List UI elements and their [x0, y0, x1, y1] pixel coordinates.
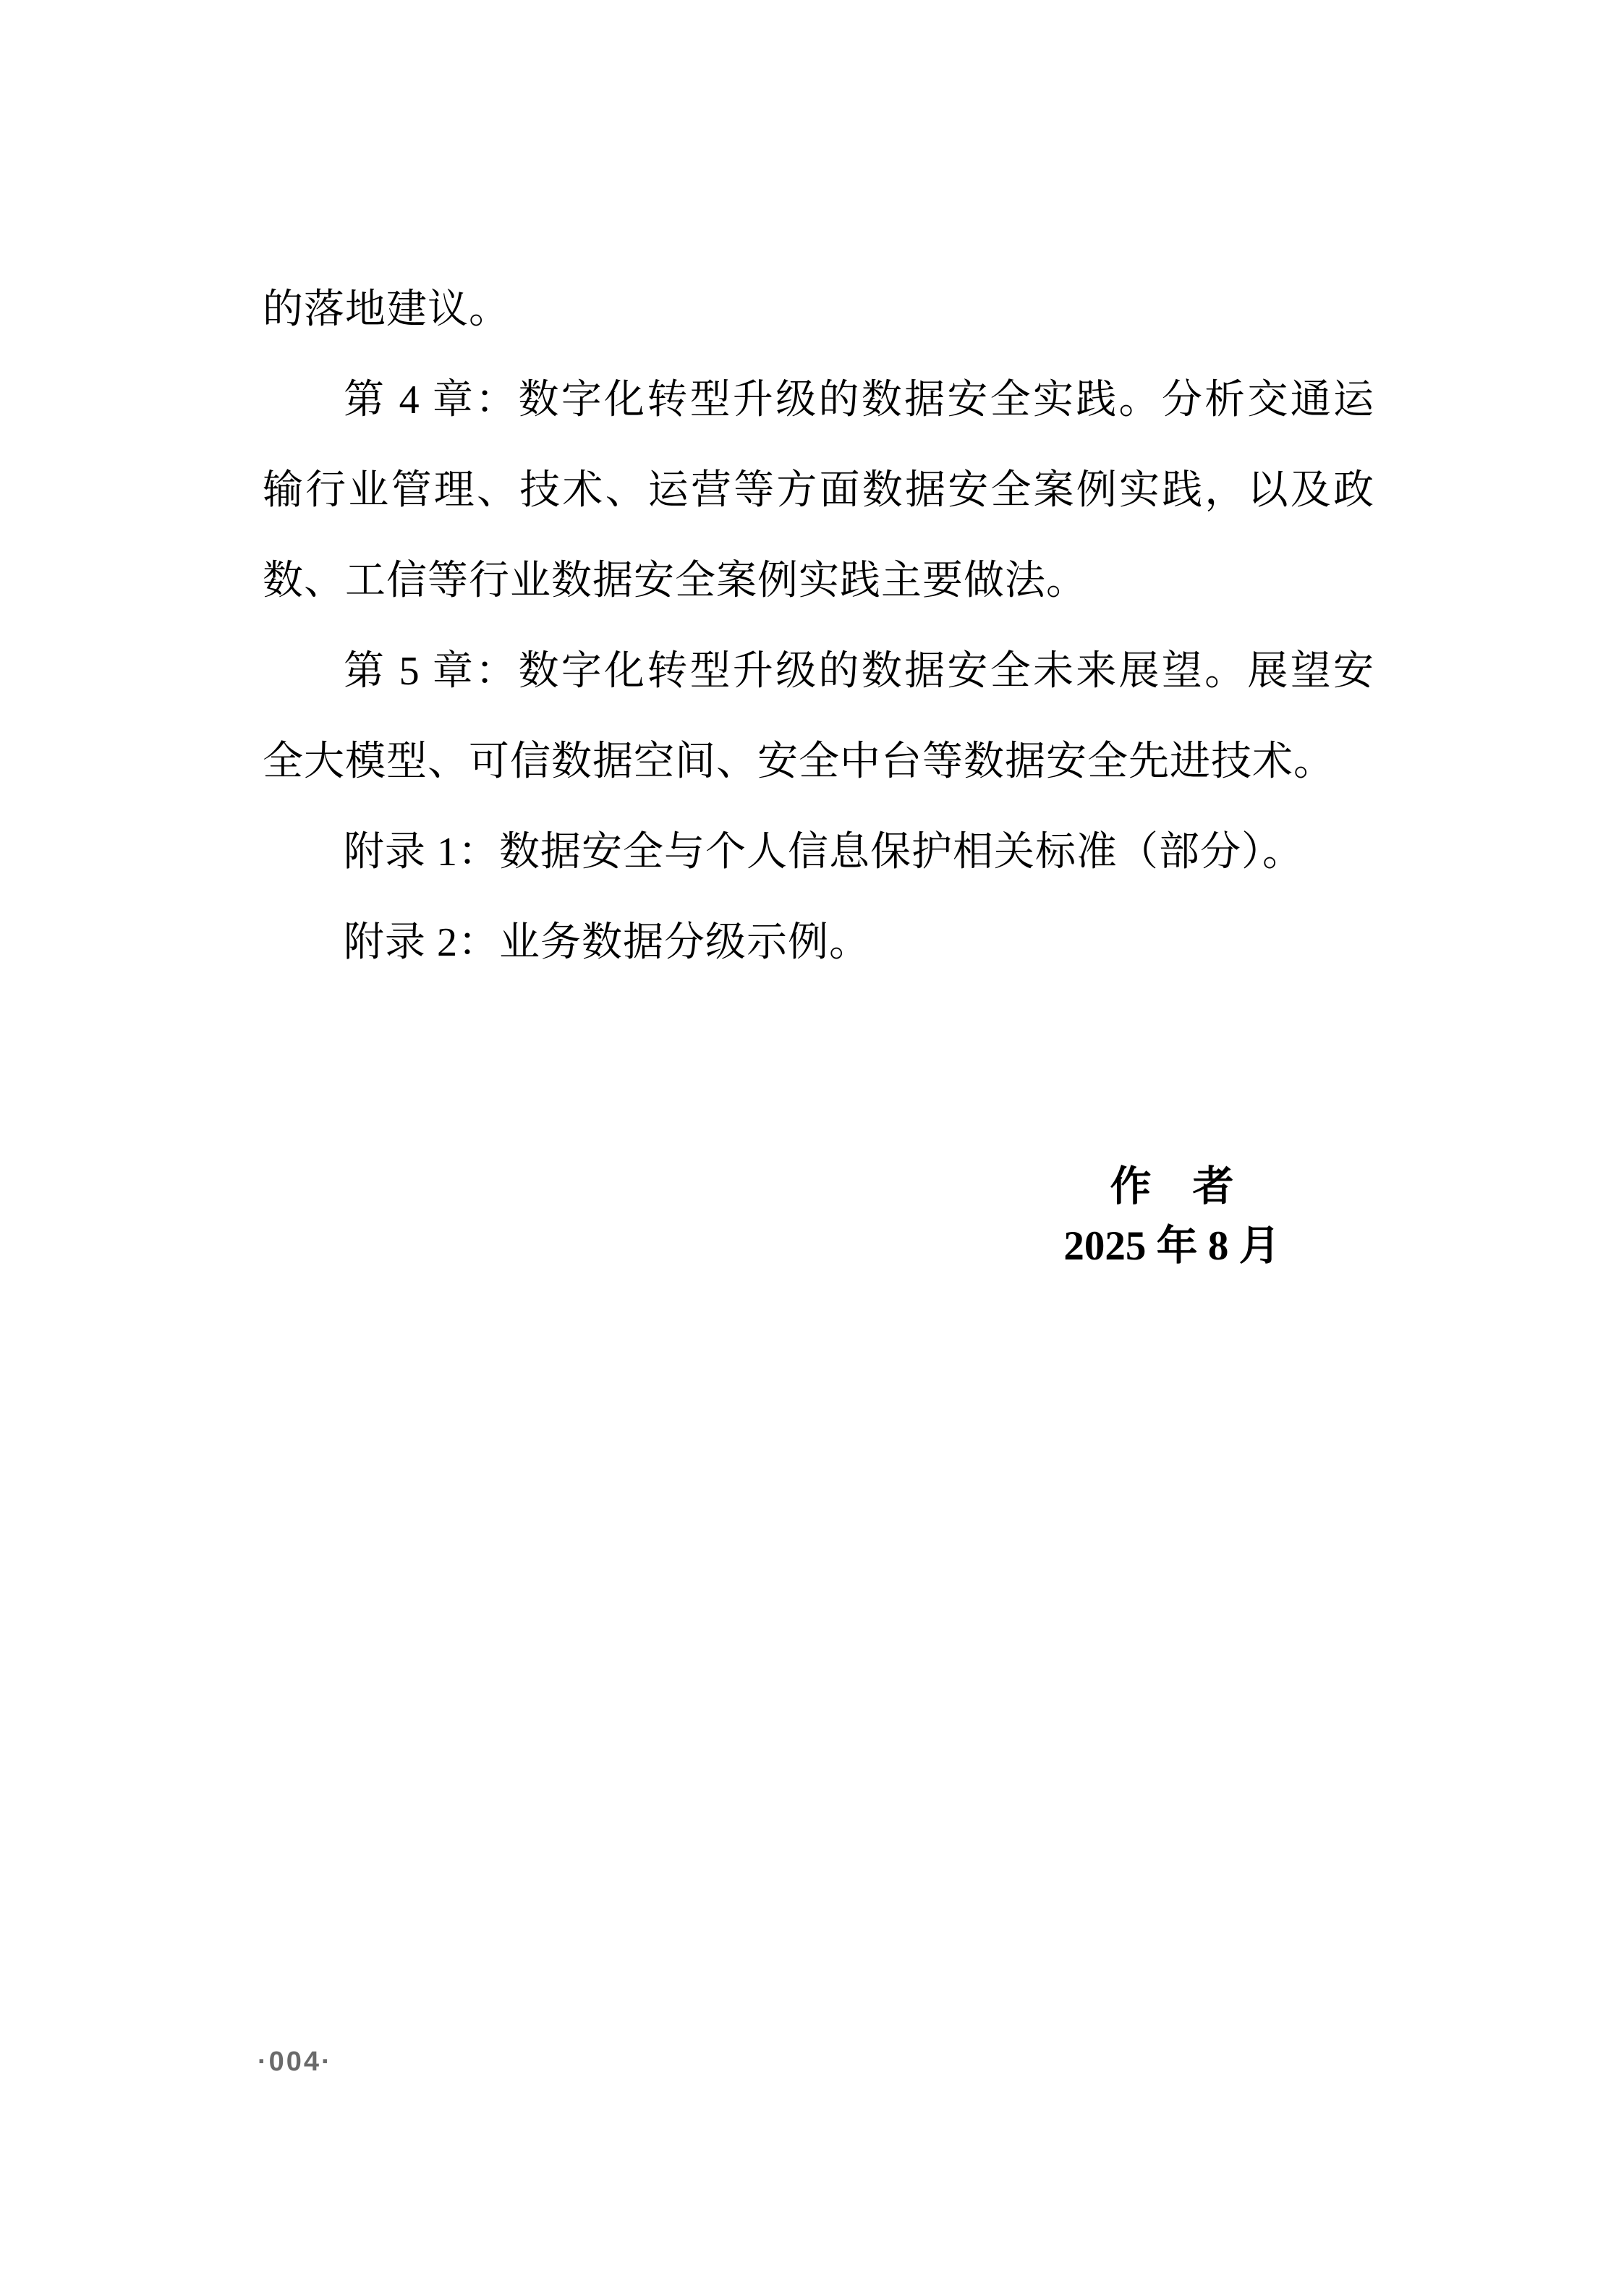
paragraph-chapter-5: 第 5 章：数字化转型升级的数据安全未来展望。展望安全大模型、可信数据空间、安全中台等数据安全先进技术。: [263, 649, 1374, 784]
paragraph-appendix-1: 附录 1：数据安全与个人信息保护相关标准（部分）。: [344, 830, 1304, 875]
page-number: ·004·: [258, 2047, 333, 2077]
paragraph-appendix-2: 附录 2：业务数据分级示例。: [344, 920, 870, 965]
document-body: [263, 265, 1374, 988]
signature-block: [1047, 1157, 1296, 1276]
signature-author: 作 者: [1110, 1164, 1234, 1210]
paragraph-chapter-4: 第 4 章：数字化转型升级的数据安全实践。分析交通运输行业管理、技术、运营等方面数据安全案例实践，以及政数、工信等行业数据安全案例实践主要做法。: [263, 378, 1374, 603]
paragraph-continuation: 的落地建议。: [263, 287, 510, 332]
signature-date: 2025 年 8 月: [1063, 1223, 1280, 1269]
